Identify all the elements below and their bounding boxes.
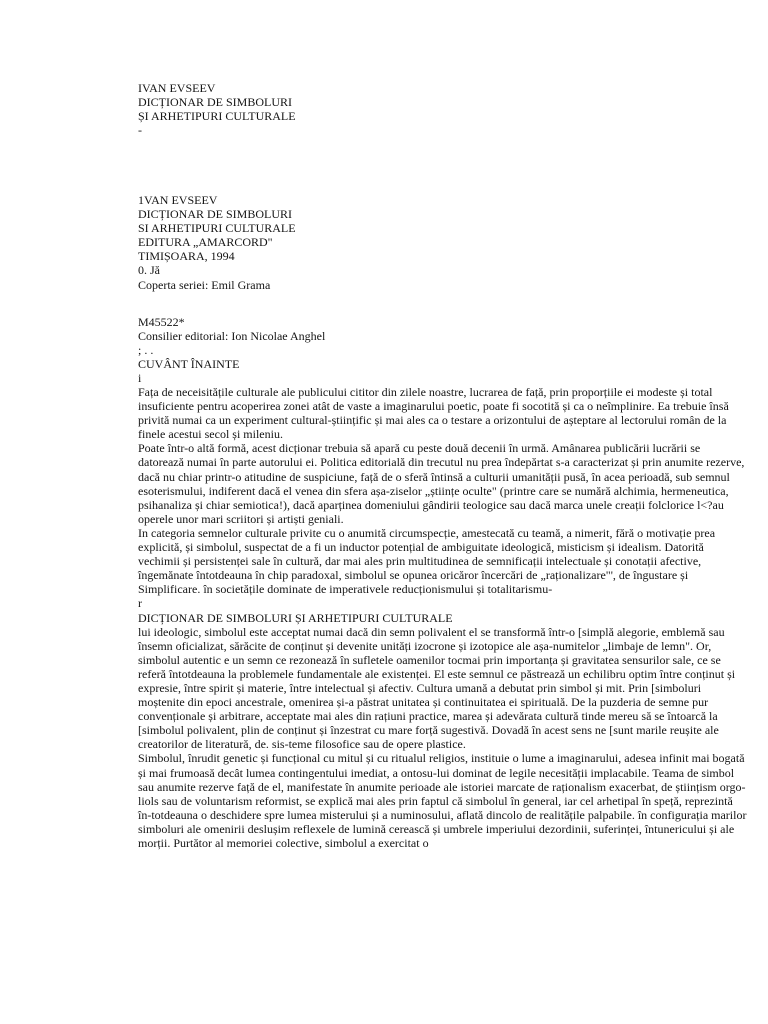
paragraph: In categoria semnelor culturale privite cu o anumită circumspecție, amestecată cu teamă, a nimerit, fără o motivație prea explicită, și simbolul, suspectat de a fi un inductor potențial de ambiguitate ideologică, misticism și idealism. Datorită vechimii și persistenței sale în cultură, dar mai ales prin multitudinea de semnificații intelectuale și conotații afective, îngemănate întotdeauna în chip paradoxal, simbolul se opunea oricăror încercări de „raționalizare"', de îngustare și Simplificare. în societățile dominate de imperativele reducționismului și totalitarismu- xyxy=(138,525,716,597)
scan-artifact-2: i xyxy=(138,371,142,386)
imprint-title-1: DICȚIONAR DE SIMBOLURI xyxy=(138,207,292,222)
title-block xyxy=(138,81,768,137)
body-text xyxy=(138,385,768,850)
title-line-1: DICȚIONAR DE SIMBOLURI xyxy=(138,95,292,110)
imprint-publisher: EDITURA „AMARCORD" xyxy=(138,235,273,250)
imprint-city-year: TIMIȘOARA, 1994 xyxy=(138,249,235,264)
paragraph: Fața de neceisitățile culturale ale publicului cititor din zilele noastre, lucrarea de față, prin proporțiile ei modeste și total insuficiente pentru acoperirea zonei atât de vaste a imaginarului poetic, poate fi socotită și ca o neîmplinire. Ea trebuie însă privită numai ca un experiment cultural-științific și mai ales ca o testare a orizontului de așteptare al lectorului român de la finele acestui secol și mileniu. xyxy=(138,385,729,442)
title-author: IVAN EVSEEV xyxy=(138,81,216,95)
imprint-author: 1VAN EVSEEV xyxy=(138,193,218,207)
editorial-consultant: Consilier editorial: Ion Nicolae Anghel xyxy=(138,329,326,344)
running-header: DICȚIONAR DE SIMBOLURI ȘI ARHETIPURI CULTURALE xyxy=(138,610,453,625)
paragraph: lui ideologic, simbolul este acceptat numai dacă din semn polivalent el se transformă într-o [simplă alegorie, emblemă sau însemn oficializat, sărăcite de conținut și devenite unități izocrone și izotopice ale așa-numitelor „limbaje de lemn". Or, simbolul autentic e un semn ce rezonează în sufletele oamenilor tocmai prin importanța și gravitatea sensurilor sale, ce se referă întotdeauna la problemele fundamentale ale existenței. El este semnul ce păstrează un echilibru optim între conținut și expresie, între spirit și materie, între intelectual și afectiv. Cultura umană a debutat prin simbol și mit. Prin [simboluri moștenite din epoci ancestrale, omenirea și-a păstrat unitatea și continuitatea ei spirituală. De la puzderia de semne pur convenționale și arbitrare, acceptate mai ales din rațiuni practice, marea și adevărata cultură tinde mereu să se întoarcă la [simbolul polivalent, plin de conținut și înzestrat cu mare forță sugestivă. Dovadă în acest sens ne [sunt marile reușite ale creatorilor de literatură, de. sis-teme filosofice sau de opere plastice. xyxy=(138,624,736,752)
imprint-title-2: SI ARHETIPURI CULTURALE xyxy=(138,221,296,236)
title-dash: - xyxy=(138,123,142,138)
scan-artifact: ; . . xyxy=(138,343,154,358)
imprint-block xyxy=(138,193,768,292)
section-heading: CUVÂNT ÎNAINTE xyxy=(138,357,240,372)
credits-block xyxy=(138,315,768,385)
title-line-2: ȘI ARHETIPURI CULTURALE xyxy=(138,109,296,124)
imprint-code: 0. Jă xyxy=(138,263,160,278)
imprint-cover: Coperta seriei: Emil Grama xyxy=(138,277,271,292)
paragraph: Simbolul, înrudit genetic și funcțional cu mitul și cu ritualul religios, instituie o lume a imaginarului, adesea infinit mai bogată și mai frumoasă decât lumea contingentului imediat, a ontosu-lui dominat de legile necesității implacabile. Teama de simbol sau anumite rezerve față de el, manifestate în anumite perioade ale istoriei marcate de raționalism exacerbat, de științism orgo-liols sau de voluntarism reformist, se explică mai ales prin faptul că simbolul în general, iar cel arhetipal în speță, reprezintă în-totdeauna o deschidere spre lumea misterului și a numinosului, aflată dincolo de realitățile palpabile. în configurația marilor simboluri ale omenirii deslușim reflexele de lumină cerească și umbrele imperiului dezordinii, suferinței, întunericului și ale morții. Purtător al memoriei colective, simbolul a exercitat o xyxy=(138,751,747,850)
paragraph: Poate într-o altă formă, acest dicționar trebuia să apară cu peste două decenii în urmă. Amânarea publicării lucrării se datorează numai în parte autorului ei. Politica editorială din trecutul nu prea îndepărtat s-a caracterizat și prin anumite rezerve, dacă nu chiar printr-o atitudine de suspiciune, față de o sferă întinsă a culturii umanității pusă, în acea perioadă, sub semnul esoterismului, indiferent dacă el venea din sfera așa-ziselor „științe oculte" (printre care se numără alchimia, hermeneutica, psihanaliza și chiar semiotica!), dacă aparținea domeniului gândirii teologice sau dacă marca unele creații folclorice l<?au operele unor mari scriitori și artiști geniali. xyxy=(138,441,745,526)
page-marker: r xyxy=(138,596,142,611)
catalog-number: M45522* xyxy=(138,315,185,329)
